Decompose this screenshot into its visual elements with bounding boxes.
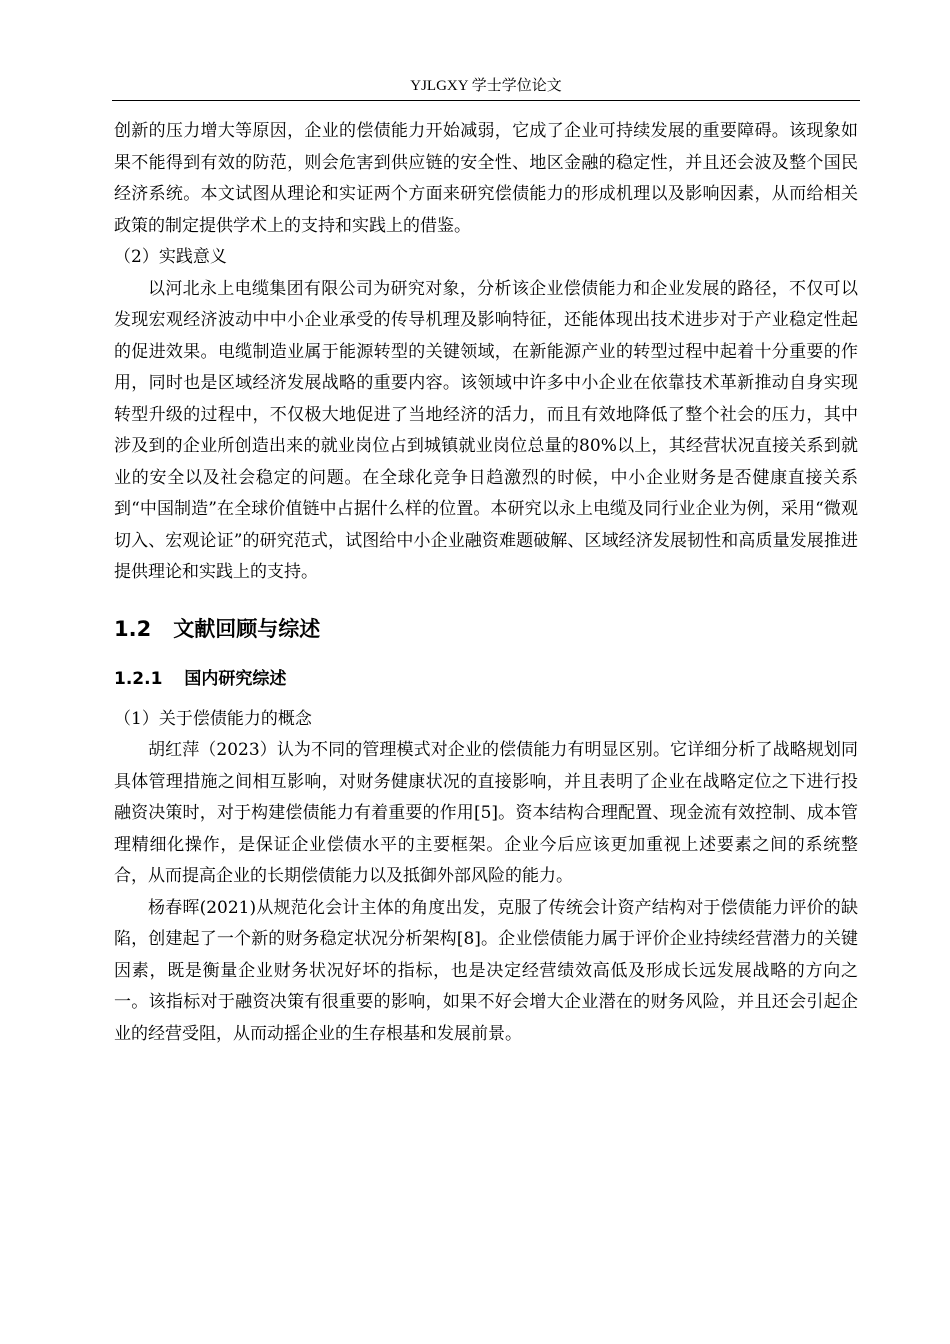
section-title: 文献回顾与综述 [173,616,321,641]
running-header: YJLGXY 学士学位论文 [410,78,562,94]
subsection-title: 国内研究综述 [184,668,287,689]
section-heading [114,614,858,644]
label-solvency-concept: （1）关于偿债能力的概念 [114,708,312,729]
page-content [114,116,858,1050]
paragraph-yang-chunhui: 杨春晖(2021)从规范化会计主体的角度出发，克服了传统会计资产结构对于偿债能力评价的缺陷，创建起了一个新的财务稳定状况分析架构[8]。企业偿债能力属于评价企业持续经营潜力的关键因素，既是衡量企业财务状况好坏的指标，也是决定经营绩效高低及形成长远发展战略的方向之一。该指标对于融资决策有很重要的影响，如果不好会增大企业潜在的财务风险，并且还会引起企业的经营受阻，从而动摇企业的生存根基和发展前景。 [114,897,858,1044]
section-number: 1.2 [114,616,152,641]
paragraph-hu-hongping: 胡红萍（2023）认为不同的管理模式对企业的偿债能力有明显区别。它详细分析了战略规划同具体管理措施之间相互影响，对财务健康状况的直接影响，并且表明了企业在战略定位之下进行投融资决策时，对于构建偿债能力有着重要的作用[5]。资本结构合理配置、现金流有效控制、成本管理精细化操作，是保证企业偿债水平的主要框架。企业今后应该更加重视上述要素之间的系统整合，从而提高企业的长期偿债能力以及抵御外部风险的能力。 [114,740,858,886]
subsection-number: 1.2.1 [114,668,163,689]
header-divider [112,100,860,101]
label-practical-significance: （2）实践意义 [114,247,227,267]
paragraph-continued: 创新的压力增大等原因，企业的偿债能力开始减弱，它成了企业可持续发展的重要障碍。该现象如果不能得到有效的防范，则会危害到供应链的安全性、地区金融的稳定性，并且还会波及整个国民经济系统。本文试图从理论和实证两个方面来研究偿债能力的形成机理以及影响因素，从而给相关政策的制定提供学术上的支持和实践上的借鉴。 [114,121,858,236]
paragraph-practical-significance: 以河北永上电缆集团有限公司为研究对象，分析该企业偿债能力和企业发展的路径，不仅可以发现宏观经济波动中中小企业承受的传导机理及影响特征，还能体现出技术进步对于产业稳定性起的促进效果。电缆制造业属于能源转型的关键领域，在新能源产业的转型过程中起着十分重要的作用，同时也是区域经济发展战略的重要内容。该领域中许多中小企业在依靠技术革新推动自身实现转型升级的过程中，不仅极大地促进了当地经济的活力，而且有效地降低了整个社会的压力，其中涉及到的企业所创造出来的就业岗位占到城镇就业岗位总量的80%以上，其经营状况直接关系到就业的安全以及社会稳定的问题。在全球化竞争日趋激烈的时候，中小企业财务是否健康直接关系到“中国制造”在全球价值链中占据什么样的位置。本研究以永上电缆及同行业企业为例，采用“微观切入、宏观论证”的研究范式，试图给中小企业融资难题破解、区域经济发展韧性和高质量发展推进提供理论和实践上的支持。 [114,278,858,582]
subsection-heading [114,664,858,694]
